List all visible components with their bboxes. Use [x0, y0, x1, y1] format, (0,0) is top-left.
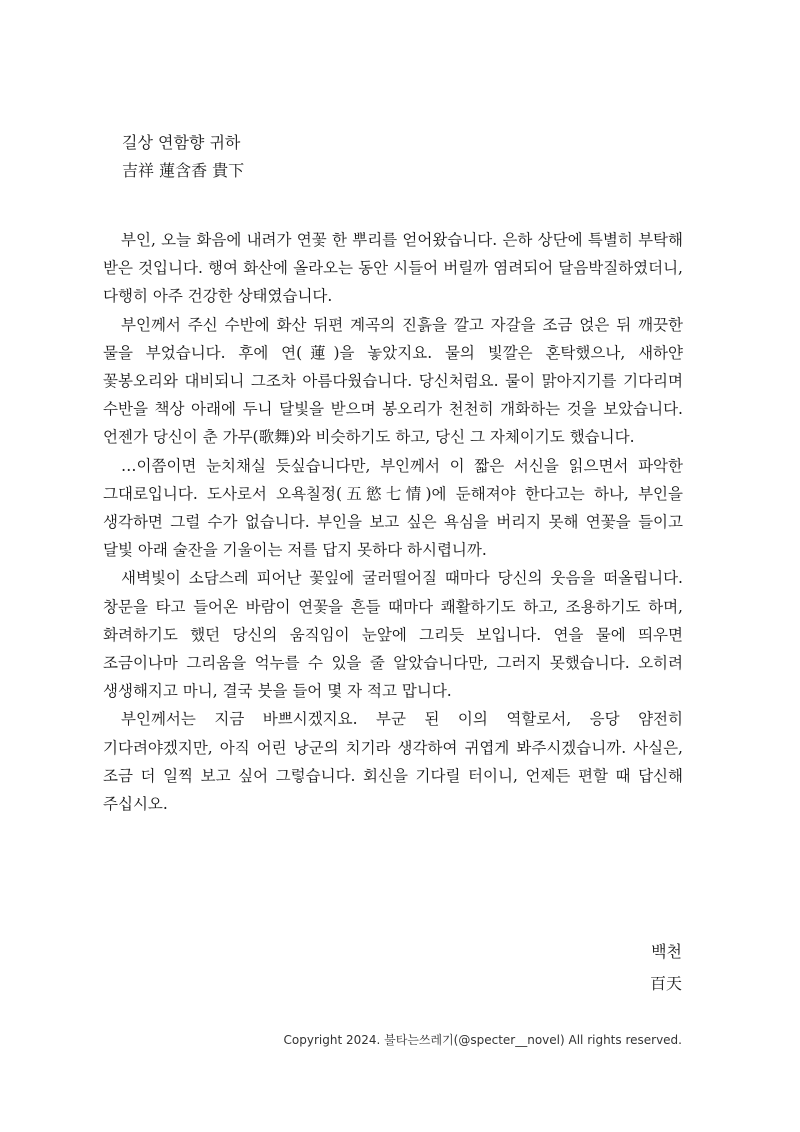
recipient-address	[122, 129, 244, 185]
copyright-notice: Copyright 2024. 불타는쓰레기(@specter__novel) All rights reserved.	[283, 1033, 682, 1047]
sender-hanja: 百天	[649, 974, 682, 993]
letter-body	[103, 226, 683, 818]
paragraph: 부인, 오늘 화음에 내려가 연꽃 한 뿌리를 얻어왔습니다. 은하 상단에 특별히 부탁해 받은 것입니다. 행여 화산에 올라오는 동안 시들어 버릴까 염려되어 달음박질하였더니, 다행히 아주 건강한 상태였습니다.	[103, 231, 683, 306]
sender-korean: 백천	[651, 942, 682, 961]
paragraph: 새벽빛이 소담스레 피어난 꽃잎에 굴러떨어질 때마다 당신의 웃음을 떠올립니다. 창문을 타고 들어온 바람이 연꽃을 흔들 때마다 쾌활하기도 하고, 조용하기도 하며, 화려하기도 했던 당신의 움직임이 눈앞에 그리듯 보입니다. 연을 물에 띄우면 조금이나마 그리움을 억누를 수 있을 줄 알았습니다만, 그러지 못했습니다. 오히려 생생해지고 마니, 결국 붓을 들어 몇 자 적고 맙니다.	[103, 569, 683, 701]
sender-signature	[650, 936, 682, 1000]
recipient-korean: 길상 연함향 귀하	[122, 133, 241, 152]
paragraph: …이쯤이면 눈치채실 듯싶습니다만, 부인께서 이 짧은 서신을 읽으면서 파악한 그대로입니다. 도사로서 오욕칠정(五慾七情)에 둔해져야 한다고는 하나, 부인을 생각하면 그럴 수가 없습니다. 부인을 보고 싶은 욕심을 버리지 못해 연꽃을 들이고 달빛 아래 술잔을 기울이는 저를 답지 못하다 하시렵니까.	[103, 456, 683, 560]
paragraph: 부인께서 주신 수반에 화산 뒤편 계곡의 진흙을 깔고 자갈을 조금 얹은 뒤 깨끗한 물을 부었습니다. 후에 연(蓮)을 놓았지요. 물의 빛깔은 혼탁했으나, 새하얀 꽃봉오리와 대비되니 그조차 아름다웠습니다. 당신처럼요. 물이 맑아지기를 기다리며 수반을 책상 아래에 두니 달빛을 받으며 봉오리가 천천히 개화하는 것을 보았습니다. 언젠가 당신이 춘 가무(歌舞)와 비슷하기도 하고, 당신 그 자체이기도 했습니다.	[103, 315, 683, 447]
paragraph: 부인께서는 지금 바쁘시겠지요. 부군 된 이의 역할로서, 응당 얌전히 기다려야겠지만, 아직 어린 낭군의 치기라 생각하여 귀엽게 봐주시겠습니까. 사실은, 조금 더 일찍 보고 싶어 그렇습니다. 회신을 기다릴 터이니, 언제든 편할 때 답신해 주십시오.	[103, 710, 683, 814]
recipient-hanja: 吉祥 蓮含香 貴下	[122, 161, 245, 180]
